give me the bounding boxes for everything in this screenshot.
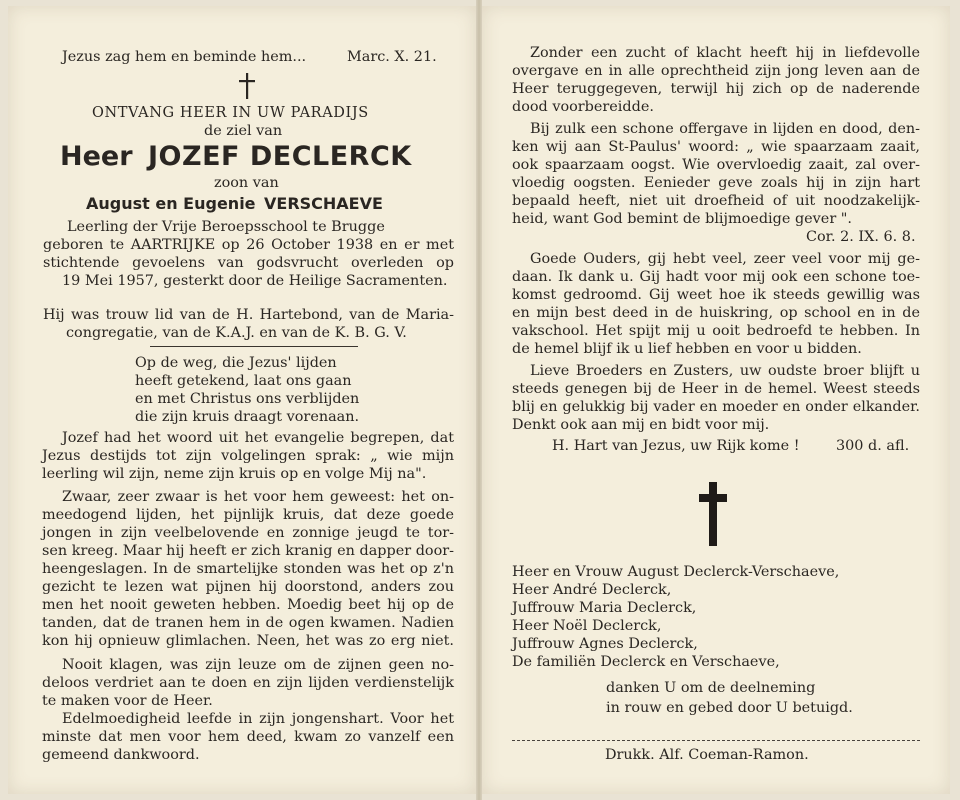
body-line: minste dat men voor hem deed, kwam zo vanzelf een	[42, 729, 454, 745]
body-line: kon hij opnieuw glimlachen. Neen, het was zo erg niet.	[42, 633, 454, 649]
family-member: Juffrouw Agnes Declerck,	[512, 636, 698, 652]
deceased-name-prefix: Heer	[60, 141, 133, 172]
right-body-line: ook spaarzaam oogst. Wie overvloedig zaait, zal over-	[512, 157, 920, 173]
bio-line: Leerling der Vrije Beroepsschool te Brugge	[67, 219, 385, 235]
bio-line: geboren te AARTRIJKE op 26 October 1938 en er met	[43, 237, 454, 253]
right-body-line: en mijn best deed in de huiskring, op school en in de	[512, 305, 920, 321]
body-line: tanden, dat de tranen hem in de ogen kwamen. Nadien	[42, 615, 454, 631]
poem-line: en met Christus ons verblijden	[135, 391, 360, 407]
body-line: Nooit klagen, was zijn leuze om de zijnen geen no-	[62, 657, 454, 673]
de-ziel-van: de ziel van	[204, 123, 283, 139]
body-line: deloos verdriet aan te doen en zijn lijden verdienstelijk	[42, 675, 454, 691]
right-body-line: Denkt ook aan mij en bidt voor mij.	[512, 417, 770, 433]
right-body-line: komst gedroomd. Gij weet hoe ik steeds gewillig was	[512, 287, 920, 303]
bio-line: stichtende gevoelens van godsvrucht overleden op	[43, 255, 454, 271]
body-line: Zwaar, zeer zwaar is het voor hem geweest: het on-	[62, 489, 454, 505]
body-line: heengeslagen. In de smartelijke stonden was het op z'n	[42, 561, 454, 577]
right-body-line: Zonder een zucht of klacht heeft hij in liefdevolle	[530, 45, 920, 61]
body-line: te maken voor de Heer.	[42, 693, 213, 709]
cross-icon	[237, 72, 257, 100]
right-body-line: de hemel blijf ik u lief hebben en voor u bidden.	[512, 341, 862, 357]
family-member: Juffrouw Maria Declerck,	[512, 600, 697, 616]
epigraph: Jezus zag hem en beminde hem...	[62, 49, 307, 65]
family-member: Heer André Declerck,	[512, 582, 672, 598]
divider-line	[150, 346, 358, 347]
right-body-line: Lieve Broeders en Zusters, uw oudste broer blijft u	[530, 363, 920, 379]
family-member: De familiën Declerck en Verschaeve,	[512, 654, 780, 670]
body-line: Jozef had het woord uit het evangelie begrepen, dat	[62, 430, 454, 446]
parents-names: August en Eugenie	[86, 194, 256, 213]
poem-line: die zijn kruis draagt vorenaan.	[135, 409, 360, 425]
scripture-reference: Cor. 2. IX. 6. 8.	[806, 229, 916, 245]
body-line: jongen in zijn veelbelovende en zonnige jeugd te tor-	[42, 525, 454, 541]
right-body-line: overgave en in alle oprechtheid zijn jong leven aan de	[512, 63, 920, 79]
right-body-line: blij en gelukkig bij vader en moeder en onder elkander.	[512, 399, 920, 415]
deceased-name: JOZEF DECLERCK	[148, 141, 412, 172]
right-body-line: Heer teruggegeven, terwijl hij zich op de naderende	[512, 81, 920, 97]
family-member: Heer Noël Declerck,	[512, 618, 662, 634]
right-body-line: vakschool. Het spijt mij u ooit bedroefd te hebben. In	[512, 323, 920, 339]
family-member: Heer en Vrouw August Declerck-Verschaeve,	[512, 564, 840, 580]
right-body-line: bepaald heeft, niet uit droefheid of uit noodzakelijk-	[512, 193, 920, 209]
right-body-line: heid, want God bemint de blijmoedige gever ".	[512, 211, 852, 227]
parents-surname: VERSCHAEVE	[264, 194, 383, 213]
right-body-line: vloedig oogsten. Eenieder geve zoals hij in zijn hart	[512, 175, 920, 191]
bio-line: Hij was trouw lid van de H. Hartebond, van de Maria-	[43, 307, 454, 323]
thanks-line: in rouw en gebed door U betuigd.	[606, 700, 853, 716]
body-line: leerling wil zijn, neme zijn kruis op en volge Mij na".	[42, 466, 427, 482]
right-body-line: Bij zulk een schone offergave in lijden en dood, den-	[530, 121, 920, 137]
body-line: meedogend lijden, het pijnlijk kruis, dat deze goede	[42, 507, 454, 523]
poem-line: heeft getekend, laat ons gaan	[135, 373, 352, 389]
body-line: Edelmoedigheid leefde in zijn jongenshart. Voor het	[62, 711, 454, 727]
large-cross-icon	[696, 480, 730, 548]
invocation: H. Hart van Jezus, uw Rijk kome !	[552, 438, 800, 454]
poem-line: Op de weg, die Jezus' lijden	[135, 355, 337, 371]
right-body-line: daan. Ik dank u. Gij hadt voor mij ook een schone toe-	[512, 269, 920, 285]
bio-line: 19 Mei 1957, gesterkt door de Heilige Sacramenten.	[62, 273, 448, 289]
body-line: Jezus destijds tot zijn volgelingen sprak: „ wie mijn	[42, 448, 454, 464]
body-line: men het nooit geweten hebben. Moedig beet hij op de	[42, 597, 454, 613]
right-body-line: steeds genegen bij de Heer in de hemel. Weest steeds	[512, 381, 920, 397]
thanks-line: danken U om de deelneming	[606, 680, 816, 696]
body-line: sen kreeg. Maar hij heeft er zich kranig en dapper door-	[42, 543, 454, 559]
body-line: gezicht te lezen wat pijnen hij doorstond, anders zou	[42, 579, 454, 595]
epigraph-reference: Marc. X. 21.	[347, 49, 437, 65]
printer-credit: Drukk. Alf. Coeman-Ramon.	[605, 747, 809, 763]
zoon-van: zoon van	[214, 175, 279, 191]
right-body-line: dood voorbereidde.	[512, 99, 654, 115]
dotted-divider	[512, 740, 920, 741]
body-line: gemeend dankwoord.	[42, 747, 200, 763]
bio-line: congregatie, van de K.A.J. en van de K. B. G. V.	[66, 325, 407, 341]
right-body-line: ken wij aan St-Paulus' woord: „ wie spaarzaam zaait,	[512, 139, 920, 155]
indulgence: 300 d. afl.	[836, 438, 910, 454]
prayer-heading: ONTVANG HEER IN UW PARADIJS	[92, 105, 369, 121]
right-body-line: Goede Ouders, gij hebt veel, zeer veel voor mij ge-	[530, 251, 920, 267]
